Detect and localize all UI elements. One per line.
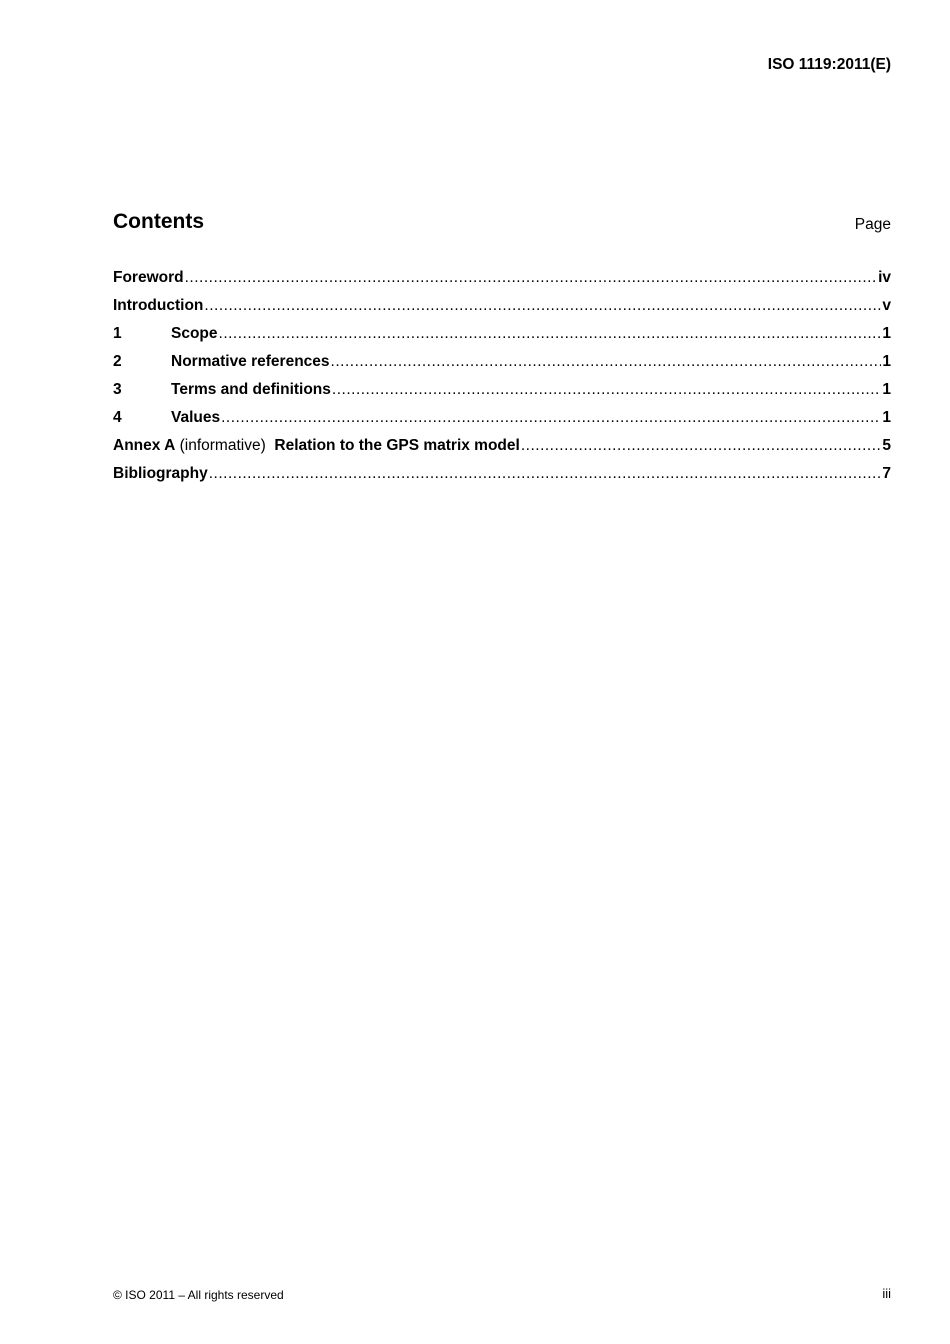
document-identifier: ISO 1119:2011(E) — [767, 56, 891, 73]
toc-entry-page: 1 — [882, 325, 891, 342]
toc-dot-leader — [221, 407, 881, 429]
toc-entry-label: Foreword — [113, 269, 184, 286]
toc-entry-annex-prefix: Annex A — [113, 437, 176, 454]
toc-entry-label: Bibliography — [113, 465, 208, 482]
toc-entry-terms-and-definitions[interactable] — [113, 379, 891, 407]
toc-entry-number: 1 — [113, 325, 122, 342]
toc-entry-values[interactable] — [113, 407, 891, 435]
toc-dot-leader — [209, 463, 882, 485]
toc-dot-leader — [521, 435, 882, 457]
toc-entry-introduction[interactable] — [113, 295, 891, 323]
toc-entry-label: Introduction — [113, 297, 204, 314]
toc-entry-page: 1 — [882, 409, 891, 426]
toc-entry-number: 2 — [113, 353, 122, 370]
contents-title: Contents — [113, 210, 204, 233]
toc-dot-leader — [204, 295, 881, 317]
contents-heading — [113, 209, 891, 237]
toc-dot-leader — [185, 267, 877, 289]
toc-entry-label: Values — [171, 409, 221, 426]
toc-entry-page: 1 — [882, 353, 891, 370]
toc-entry-foreword[interactable] — [113, 267, 891, 295]
toc-entry-number: 4 — [113, 409, 122, 426]
toc-dot-leader — [332, 379, 881, 401]
toc-entry-page: iv — [878, 269, 891, 286]
toc-entry-scope[interactable] — [113, 323, 891, 351]
toc-entry-label: Terms and definitions — [171, 381, 331, 398]
toc-entry-number: 3 — [113, 381, 122, 398]
toc-entry-page: 7 — [882, 465, 891, 482]
toc-entry-annex-qualifier: (informative) — [179, 437, 266, 454]
contents-page-column-label: Page — [854, 216, 891, 233]
toc-entry-label: Relation to the GPS matrix model — [274, 437, 520, 454]
toc-entry-normative-references[interactable] — [113, 351, 891, 379]
toc-entry-bibliography[interactable] — [113, 463, 891, 491]
toc-entry-page: 5 — [882, 437, 891, 454]
toc-entry-annex-a[interactable] — [113, 435, 891, 463]
toc-entry-label: Scope — [171, 325, 218, 342]
footer-copyright: © ISO 2011 – All rights reserved — [113, 1288, 284, 1302]
toc-dot-leader — [331, 351, 882, 373]
toc-entry-label: Normative references — [171, 353, 330, 370]
toc-entry-page: 1 — [882, 381, 891, 398]
footer-page-number: iii — [882, 1286, 891, 1301]
toc-entry-page: v — [882, 297, 891, 314]
toc-dot-leader — [219, 323, 882, 345]
table-of-contents — [113, 267, 891, 491]
